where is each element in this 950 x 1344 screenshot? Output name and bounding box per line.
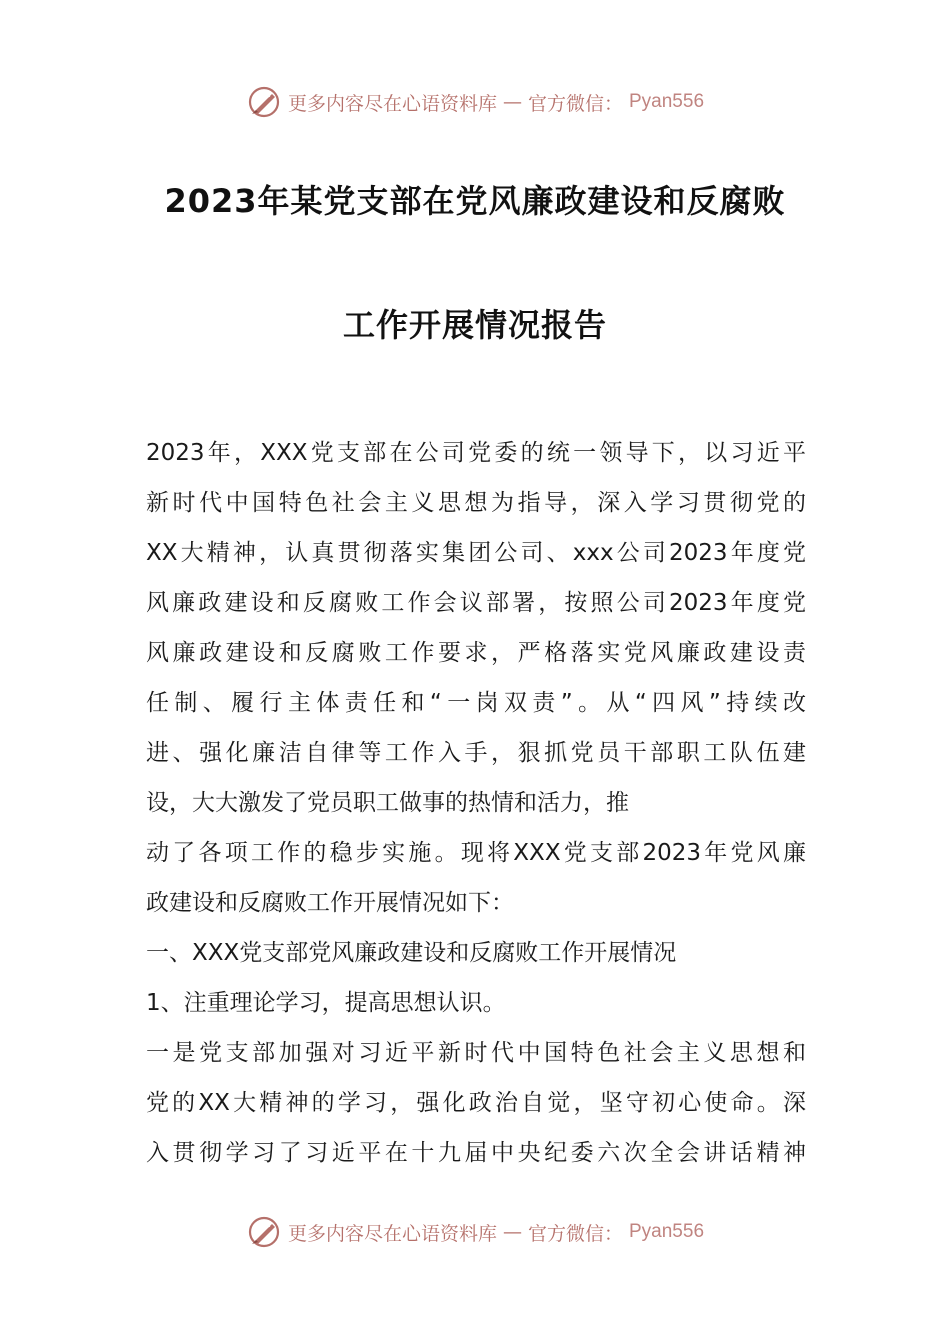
pen-logo-icon: [246, 1214, 282, 1250]
body-line: 风廉政建设和反腐败工作会议部署，按照公司2023年度党: [146, 590, 806, 616]
subsection-heading: 1、注重理论学习，提高思想认识。: [146, 990, 506, 1016]
section-heading: 一、XXX党支部党风廉政建设和反腐败工作开展情况: [146, 940, 677, 966]
body-line: 任制、履行主体责任和“一岗双责”。从“四风”持续改: [146, 690, 806, 716]
banner-wechat-id: Pyan556: [629, 1221, 705, 1242]
body-line: 设，大大激发了党员职工做事的热情和活力，推: [146, 790, 629, 816]
banner-dash: —: [502, 1221, 522, 1243]
body-line: 风廉政建设和反腐败工作要求，严格落实党风廉政建设责: [146, 640, 806, 666]
banner-text: 更多内容尽在心语资料库: [287, 1222, 497, 1245]
pen-logo-icon: [246, 84, 282, 120]
body-line: 党的XX大精神的学习，强化政治自觉，坚守初心使命。深: [146, 1090, 806, 1116]
footer-watermark-banner: [0, 1212, 950, 1252]
banner-wechat-label: 官方微信：: [527, 92, 623, 115]
body-line: 政建设和反腐败工作开展情况如下：: [146, 890, 514, 916]
banner-wechat-label: 官方微信：: [527, 1222, 623, 1245]
body-line: 2023年，XXX党支部在公司党委的统一领导下，以习近平: [146, 440, 806, 466]
document-body: [146, 428, 806, 1178]
body-line: 动了各项工作的稳步实施。现将XXX党支部2023年党风廉: [146, 840, 806, 866]
banner-wechat-id: Pyan556: [629, 91, 705, 112]
body-line: 新时代中国特色社会主义思想为指导，深入学习贯彻党的: [146, 490, 806, 516]
banner-dash: —: [502, 91, 522, 113]
document-title-line-1: 2023年某党支部在党风廉政建设和反腐败: [164, 182, 786, 220]
document-title-line-2: 工作开展情况报告: [342, 306, 607, 344]
body-line: 进、强化廉洁自律等工作入手，狠抓党员干部职工队伍建: [146, 740, 806, 766]
body-line: 一是党支部加强对习近平新时代中国特色社会主义思想和: [146, 1040, 806, 1066]
banner-text: 更多内容尽在心语资料库: [287, 92, 497, 115]
header-watermark-banner: [0, 82, 950, 122]
body-line: 入贯彻学习了习近平在十九届中央纪委六次全会讲话精神: [146, 1140, 806, 1166]
body-line: XX大精神，认真贯彻落实集团公司、xxx公司2023年度党: [146, 540, 806, 566]
